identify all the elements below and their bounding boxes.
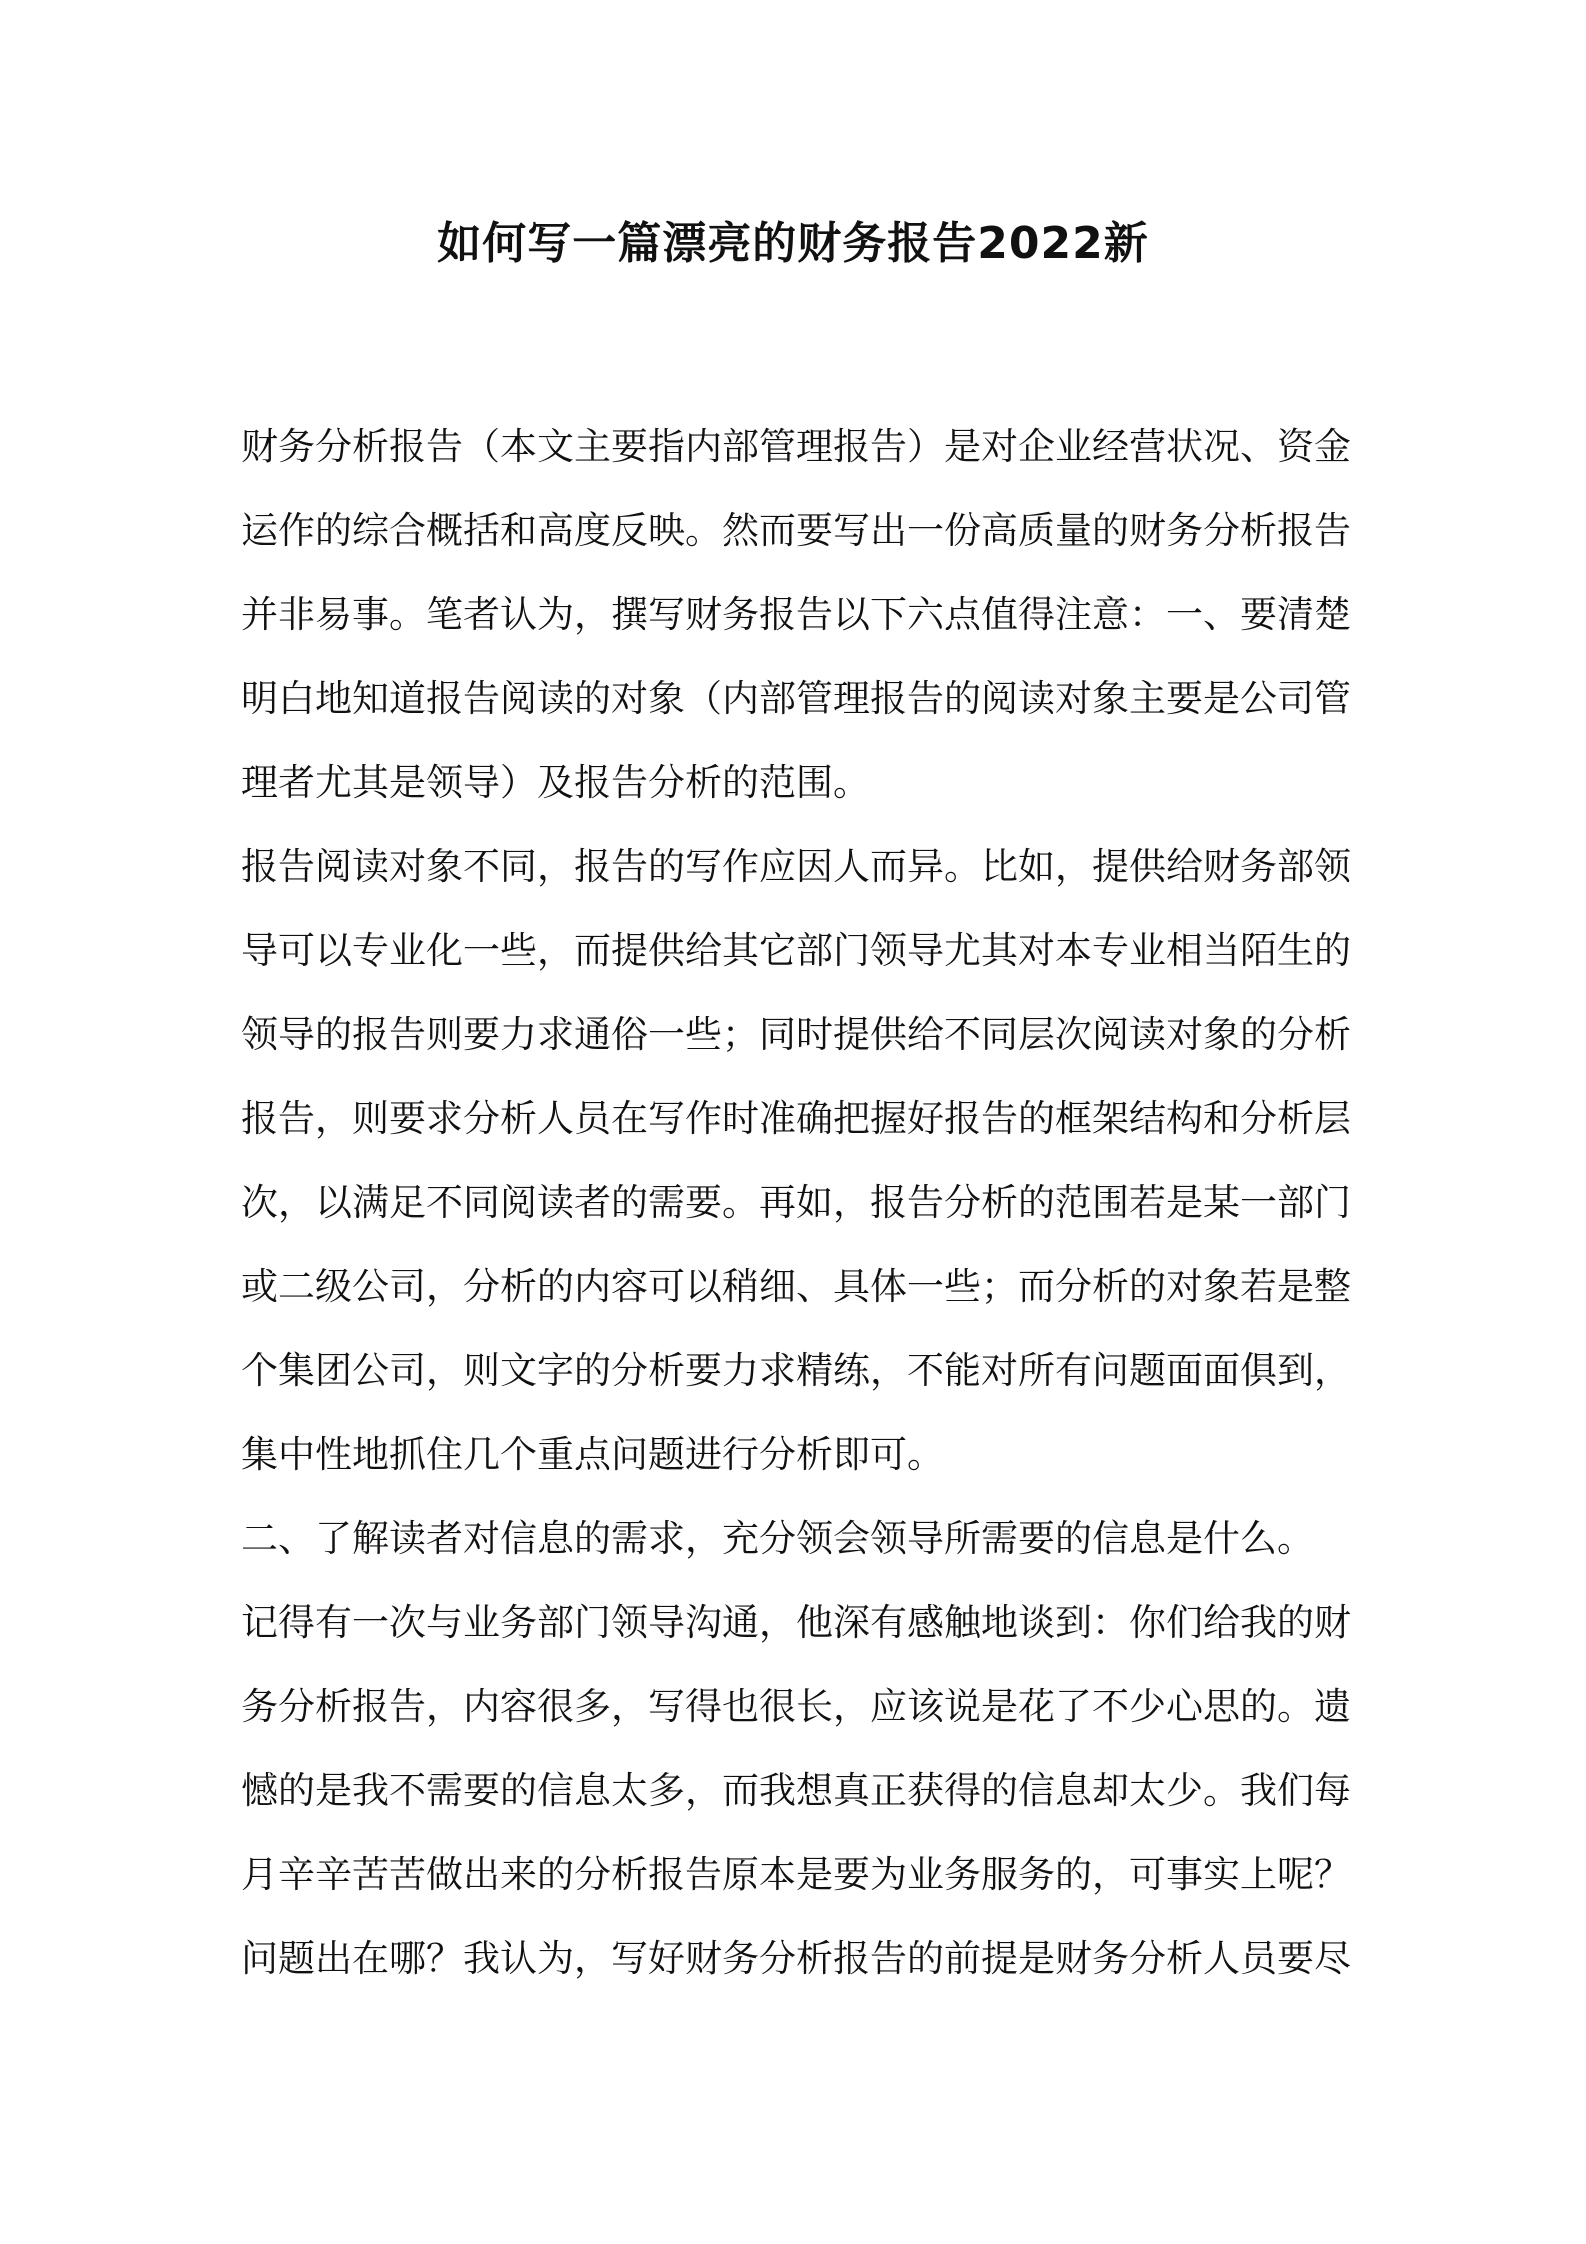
- body-line: 问题出在哪？我认为，写好财务分析报告的前提是财务分析人员要尽: [241, 1937, 1351, 1980]
- body-line: 憾的是我不需要的信息太多，而我想真正获得的信息却太少。我们每: [241, 1769, 1351, 1812]
- body-line: 月辛辛苦苦做出来的分析报告原本是要为业务服务的，可事实上呢？: [241, 1853, 1351, 1896]
- body-line: 并非易事。笔者认为，撰写财务报告以下六点值得注意：一、要清楚: [241, 593, 1351, 636]
- body-line: 导可以专业化一些，而提供给其它部门领导尤其对本专业相当陌生的: [241, 929, 1351, 972]
- body-line: 次，以满足不同阅读者的需要。再如，报告分析的范围若是某一部门: [241, 1181, 1351, 1224]
- body-line: 或二级公司，分析的内容可以稍细、具体一些；而分析的对象若是整: [241, 1265, 1351, 1308]
- body-line: 报告，则要求分析人员在写作时准确把握好报告的框架结构和分析层: [241, 1097, 1351, 1140]
- body-line: 记得有一次与业务部门领导沟通，他深有感触地谈到：你们给我的财: [241, 1601, 1351, 1644]
- document-body: [241, 405, 1351, 2001]
- document-title: 如何写一篇漂亮的财务报告2022新: [437, 218, 1149, 269]
- body-line: 财务分析报告（本文主要指内部管理报告）是对企业经营状况、资金: [241, 425, 1351, 468]
- body-line: 理者尤其是领导）及报告分析的范围。: [241, 761, 870, 804]
- section-heading: 二、了解读者对信息的需求，充分领会领导所需要的信息是什么。: [241, 1517, 1314, 1560]
- body-line: 明白地知道报告阅读的对象（内部管理报告的阅读对象主要是公司管: [241, 677, 1351, 720]
- body-line: 运作的综合概括和高度反映。然而要写出一份高质量的财务分析报告: [241, 509, 1351, 552]
- body-line: 务分析报告，内容很多，写得也很长，应该说是花了不少心思的。遗: [241, 1685, 1351, 1728]
- body-line: 集中性地抓住几个重点问题进行分析即可。: [241, 1433, 944, 1476]
- body-line: 领导的报告则要力求通俗一些；同时提供给不同层次阅读对象的分析: [241, 1013, 1351, 1056]
- body-line: 个集团公司，则文字的分析要力求精练，不能对所有问题面面俱到，: [241, 1349, 1351, 1392]
- body-line: 报告阅读对象不同，报告的写作应因人而异。比如，提供给财务部领: [241, 845, 1351, 888]
